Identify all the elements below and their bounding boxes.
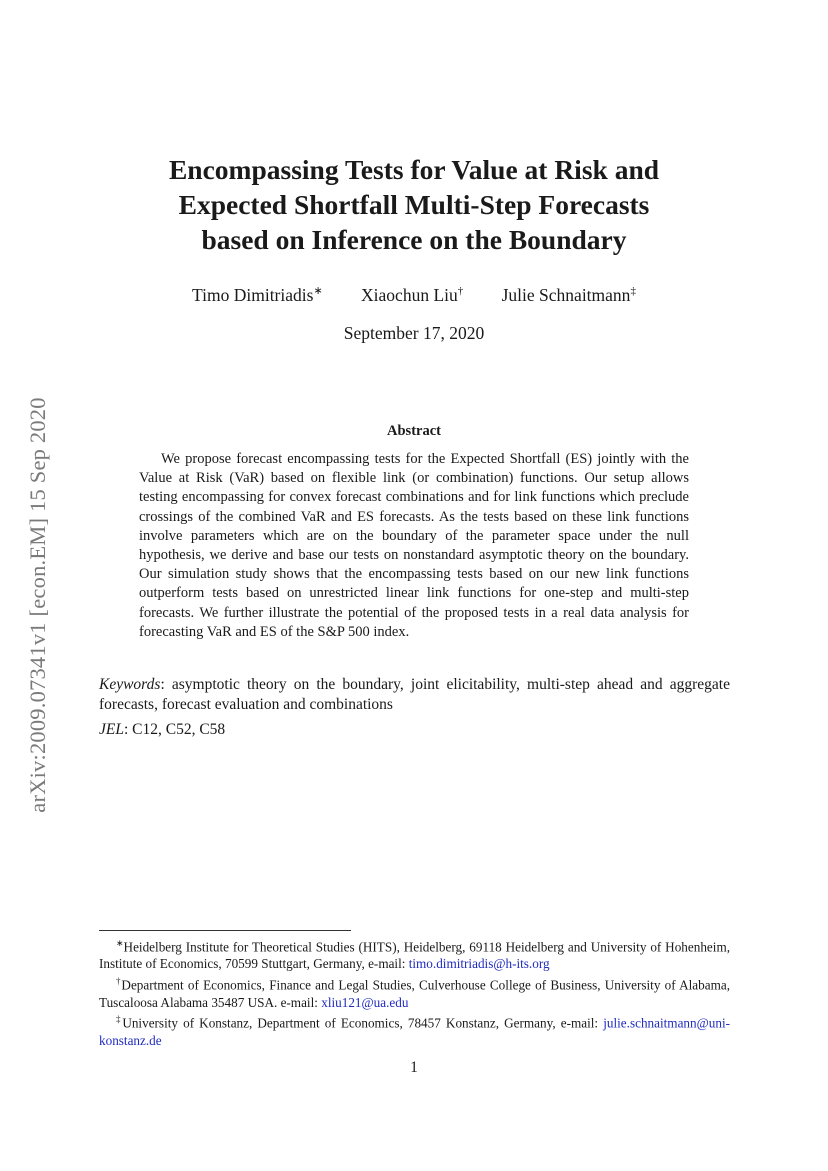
arxiv-identifier-stamp: arXiv:2009.07341v1 [econ.EM] 15 Sep 2020 (25, 397, 50, 813)
author-name: Xiaochun Liu (361, 284, 458, 305)
jel-label: JEL (99, 721, 124, 738)
author-list (100, 284, 728, 306)
author-3 (502, 285, 636, 305)
footnotes (99, 935, 730, 1050)
email-link[interactable]: xliu121@ua.edu (321, 994, 409, 1010)
author-footnote-mark: † (457, 285, 464, 297)
jel-codes (99, 721, 730, 739)
footnote-3 (99, 1011, 730, 1049)
title-line-3: based on Inference on the Boundary (201, 224, 627, 255)
email-link[interactable]: julie.schnaitmann@uni-konstanz.de (99, 1015, 730, 1048)
footnote-text: Heidelberg Institute for Theoretical Studies (HITS), Heidelberg, 69118 Heidelberg and University of Hohenheim, Institute of Economics, 70599 Stuttgart, Germany, e-mail: (99, 939, 730, 972)
page-number: 1 (410, 1059, 418, 1076)
footnote-mark: ‡ (116, 1014, 123, 1025)
footnote-mark: † (116, 976, 122, 987)
keywords-label: Keywords (99, 676, 161, 693)
keywords-paragraph (99, 675, 730, 714)
publication-date: September 17, 2020 (343, 323, 485, 343)
title-line-2: Expected Shortfall Multi-Step Forecasts (178, 189, 650, 220)
footnote-mark: ∗ (116, 938, 124, 948)
footnote-divider (99, 930, 351, 931)
footnote-1 (99, 935, 730, 973)
footnote-text: Department of Economics, Finance and Legal Studies, Culverhouse College of Business, University of Alabama, Tuscaloosa Alabama 35487 USA. e-mail: (99, 977, 730, 1010)
author-1 (192, 285, 323, 305)
abstract-heading: Abstract (387, 423, 441, 439)
author-name: Timo Dimitriadis (192, 284, 314, 305)
title-line-1: Encompassing Tests for Value at Risk and (168, 154, 660, 185)
jel-text: : C12, C52, C58 (123, 721, 226, 738)
author-footnote-mark: ‡ (630, 285, 636, 297)
paper-title (100, 152, 728, 257)
author-name: Julie Schnaitmann (501, 284, 631, 305)
author-footnote-mark: ∗ (313, 285, 323, 297)
footnote-2 (99, 973, 730, 1011)
abstract-text: We propose forecast encompassing tests for the Expected Shortfall (ES) jointly with the Value at Risk (VaR) based on flexible link (or combination) functions. Our setup allows testing encompassing for convex forecast combinations and for link functions which preclude crossings of the combined VaR and ES forecasts. As the tests based on these link functions involve parameters which are on the boundary of the parameter space under the null hypothesis, we derive and base our tests on nonstandard asymptotic theory on the boundary. Our simulation study shows that the encompassing tests based on our new link functions outperform tests based on unrestricted linear link functions for one-step and multi-step forecasts. We further illustrate the potential of the proposed tests in a real data analysis for forecasting VaR and ES of the S&P 500 index. (139, 451, 689, 640)
email-link[interactable]: timo.dimitriadis@h-its.org (408, 956, 550, 972)
author-2 (361, 285, 463, 305)
keywords-text: : asymptotic theory on the boundary, joint elicitability, multi-step ahead and aggregate forecasts, forecast evaluation and combinations (99, 676, 730, 713)
footnote-text: University of Konstanz, Department of Economics, 78457 Konstanz, Germany, e-mail: (122, 1015, 604, 1031)
